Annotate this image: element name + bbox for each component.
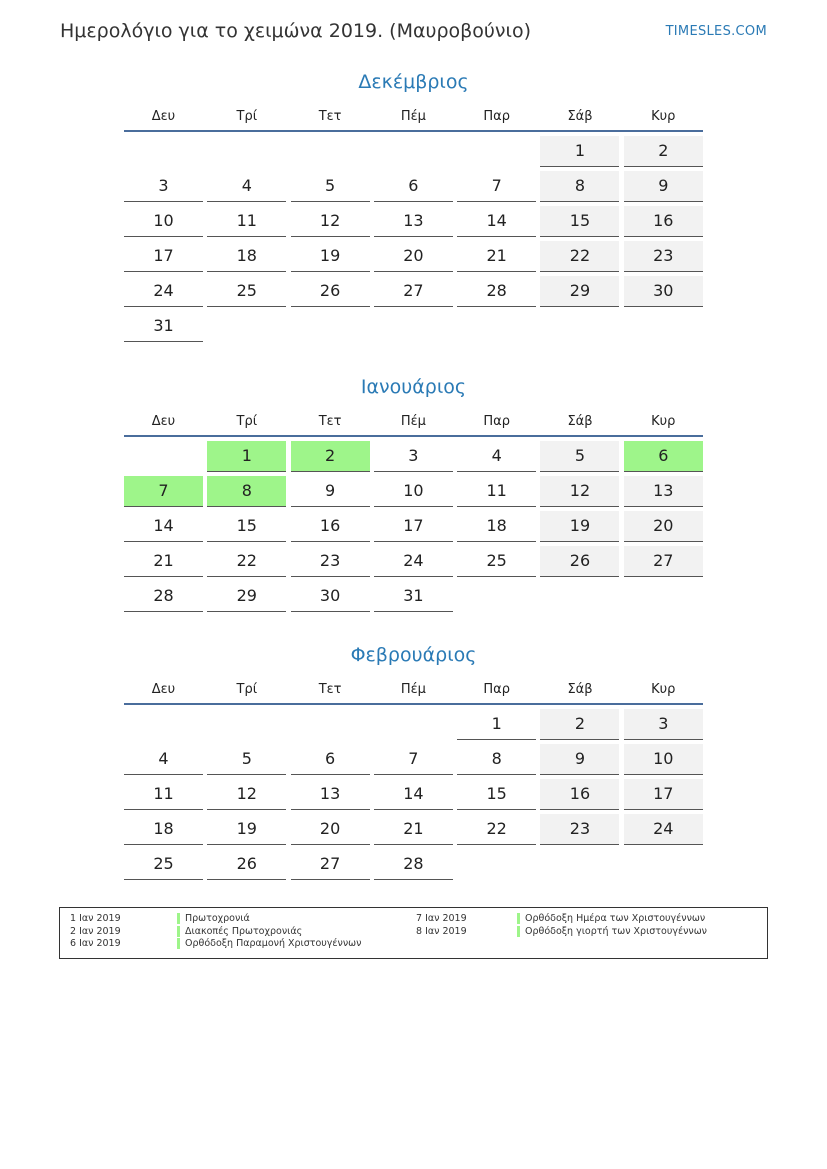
empty-cell — [374, 709, 453, 739]
day-cell: 14 — [124, 511, 203, 542]
day-cell: 25 — [207, 276, 286, 307]
legend-date: 2 Ιαν 2019 — [70, 926, 121, 937]
day-cell: 22 — [207, 546, 286, 577]
day-cell: 11 — [207, 206, 286, 237]
day-cell: 18 — [457, 511, 536, 542]
day-cell: 15 — [457, 779, 536, 810]
day-cell: 30 — [624, 276, 703, 307]
day-cell: 27 — [291, 849, 370, 880]
day-cell: 6 — [624, 441, 703, 472]
day-cell: 21 — [374, 814, 453, 845]
day-cell: 3 — [374, 441, 453, 472]
day-cell: 4 — [124, 744, 203, 775]
day-cell: 1 — [457, 709, 536, 740]
weekday-label: Πέμ — [400, 682, 426, 697]
day-cell: 7 — [374, 744, 453, 775]
day-grid — [124, 136, 703, 342]
day-cell: 7 — [124, 476, 203, 507]
day-cell: 20 — [291, 814, 370, 845]
legend-date: 1 Ιαν 2019 — [70, 913, 121, 924]
day-cell: 21 — [124, 546, 203, 577]
day-cell: 8 — [457, 744, 536, 775]
day-cell: 30 — [291, 581, 370, 612]
month-december — [124, 68, 703, 342]
day-cell: 24 — [624, 814, 703, 845]
day-cell: 24 — [374, 546, 453, 577]
day-cell: 20 — [374, 241, 453, 272]
day-cell: 20 — [624, 511, 703, 542]
weekday-label: Τρί — [236, 414, 258, 429]
month-february — [124, 641, 703, 880]
weekday-label: Σάβ — [567, 414, 593, 429]
weekday-header — [124, 681, 703, 705]
day-cell: 12 — [207, 779, 286, 810]
empty-cell — [457, 136, 536, 166]
month-title: Φεβρουάριος — [350, 644, 477, 666]
day-cell: 19 — [207, 814, 286, 845]
legend-holiday-name: Διακοπές Πρωτοχρονιάς — [177, 926, 302, 937]
day-cell: 4 — [457, 441, 536, 472]
day-cell: 22 — [540, 241, 619, 272]
day-cell: 31 — [374, 581, 453, 612]
weekday-label: Δευ — [151, 109, 176, 124]
empty-cell — [207, 709, 286, 739]
day-cell: 29 — [540, 276, 619, 307]
day-cell: 10 — [374, 476, 453, 507]
day-cell: 5 — [540, 441, 619, 472]
weekday-label: Παρ — [483, 682, 510, 697]
day-cell: 21 — [457, 241, 536, 272]
weekday-label: Σάβ — [567, 682, 593, 697]
day-cell: 11 — [124, 779, 203, 810]
weekday-label: Παρ — [483, 414, 510, 429]
day-cell: 2 — [624, 136, 703, 167]
day-cell: 25 — [124, 849, 203, 880]
day-cell: 12 — [540, 476, 619, 507]
day-cell: 3 — [624, 709, 703, 740]
legend-date: 6 Ιαν 2019 — [70, 938, 121, 949]
day-cell: 3 — [124, 171, 203, 202]
day-cell: 8 — [540, 171, 619, 202]
day-cell: 26 — [291, 276, 370, 307]
legend-holiday-name: Ορθόδοξη Παραμονή Χριστουγέννων — [177, 938, 361, 949]
weekday-label: Πέμ — [400, 109, 426, 124]
weekday-header — [124, 108, 703, 132]
day-cell: 1 — [540, 136, 619, 167]
day-cell: 11 — [457, 476, 536, 507]
day-cell: 27 — [374, 276, 453, 307]
day-cell: 1 — [207, 441, 286, 472]
day-cell: 10 — [624, 744, 703, 775]
weekday-label: Δευ — [151, 682, 176, 697]
weekday-label: Δευ — [151, 414, 176, 429]
day-cell: 19 — [540, 511, 619, 542]
day-cell: 16 — [624, 206, 703, 237]
site-link[interactable]: TIMESLES.COM — [665, 24, 767, 39]
day-cell: 13 — [624, 476, 703, 507]
day-cell: 8 — [207, 476, 286, 507]
day-cell: 28 — [457, 276, 536, 307]
day-cell: 13 — [374, 206, 453, 237]
day-cell: 10 — [124, 206, 203, 237]
legend-date: 8 Ιαν 2019 — [416, 926, 467, 937]
empty-cell — [124, 136, 203, 166]
holiday-legend — [59, 907, 768, 959]
empty-cell — [291, 136, 370, 166]
day-cell: 4 — [207, 171, 286, 202]
weekday-label: Παρ — [483, 109, 510, 124]
empty-cell — [374, 136, 453, 166]
day-cell: 28 — [124, 581, 203, 612]
legend-date: 7 Ιαν 2019 — [416, 913, 467, 924]
day-grid — [124, 709, 703, 880]
day-cell: 6 — [374, 171, 453, 202]
day-cell: 27 — [624, 546, 703, 577]
day-cell: 17 — [374, 511, 453, 542]
day-cell: 9 — [624, 171, 703, 202]
day-cell: 16 — [540, 779, 619, 810]
day-cell: 7 — [457, 171, 536, 202]
legend-holiday-name: Πρωτοχρονιά — [177, 913, 250, 924]
day-cell: 24 — [124, 276, 203, 307]
weekday-label: Τετ — [318, 109, 342, 124]
weekday-label: Πέμ — [400, 414, 426, 429]
day-cell: 2 — [540, 709, 619, 740]
month-january — [124, 373, 703, 612]
day-cell: 15 — [207, 511, 286, 542]
legend-holiday-name: Ορθόδοξη γιορτή των Χριστουγέννων — [517, 926, 707, 937]
weekday-label: Τρί — [236, 682, 258, 697]
page-title: Ημερολόγιο για το χειμώνα 2019. (Μαυροβούνιο) — [60, 20, 531, 42]
weekday-header — [124, 413, 703, 437]
day-cell: 16 — [291, 511, 370, 542]
day-cell: 23 — [540, 814, 619, 845]
day-cell: 18 — [207, 241, 286, 272]
day-cell: 28 — [374, 849, 453, 880]
day-cell: 9 — [540, 744, 619, 775]
weekday-label: Τετ — [318, 414, 342, 429]
day-cell: 17 — [124, 241, 203, 272]
weekday-label: Κυρ — [651, 414, 676, 429]
day-grid — [124, 441, 703, 612]
weekday-label: Τετ — [318, 682, 342, 697]
day-cell: 5 — [291, 171, 370, 202]
day-cell: 14 — [374, 779, 453, 810]
day-cell: 23 — [291, 546, 370, 577]
day-cell: 23 — [624, 241, 703, 272]
day-cell: 18 — [124, 814, 203, 845]
day-cell: 26 — [540, 546, 619, 577]
day-cell: 2 — [291, 441, 370, 472]
day-cell: 6 — [291, 744, 370, 775]
weekday-label: Κυρ — [651, 682, 676, 697]
day-cell: 31 — [124, 311, 203, 342]
day-cell: 17 — [624, 779, 703, 810]
day-cell: 13 — [291, 779, 370, 810]
weekday-label: Κυρ — [651, 109, 676, 124]
day-cell: 22 — [457, 814, 536, 845]
empty-cell — [124, 441, 203, 471]
empty-cell — [207, 136, 286, 166]
day-cell: 19 — [291, 241, 370, 272]
day-cell: 12 — [291, 206, 370, 237]
day-cell: 9 — [291, 476, 370, 507]
day-cell: 15 — [540, 206, 619, 237]
day-cell: 5 — [207, 744, 286, 775]
weekday-label: Σάβ — [567, 109, 593, 124]
day-cell: 14 — [457, 206, 536, 237]
day-cell: 29 — [207, 581, 286, 612]
day-cell: 26 — [207, 849, 286, 880]
weekday-label: Τρί — [236, 109, 258, 124]
empty-cell — [124, 709, 203, 739]
month-title: Ιανουάριος — [360, 376, 467, 398]
day-cell: 25 — [457, 546, 536, 577]
month-title: Δεκέμβριος — [358, 71, 469, 93]
legend-holiday-name: Ορθόδοξη Ημέρα των Χριστουγέννων — [517, 913, 705, 924]
empty-cell — [291, 709, 370, 739]
